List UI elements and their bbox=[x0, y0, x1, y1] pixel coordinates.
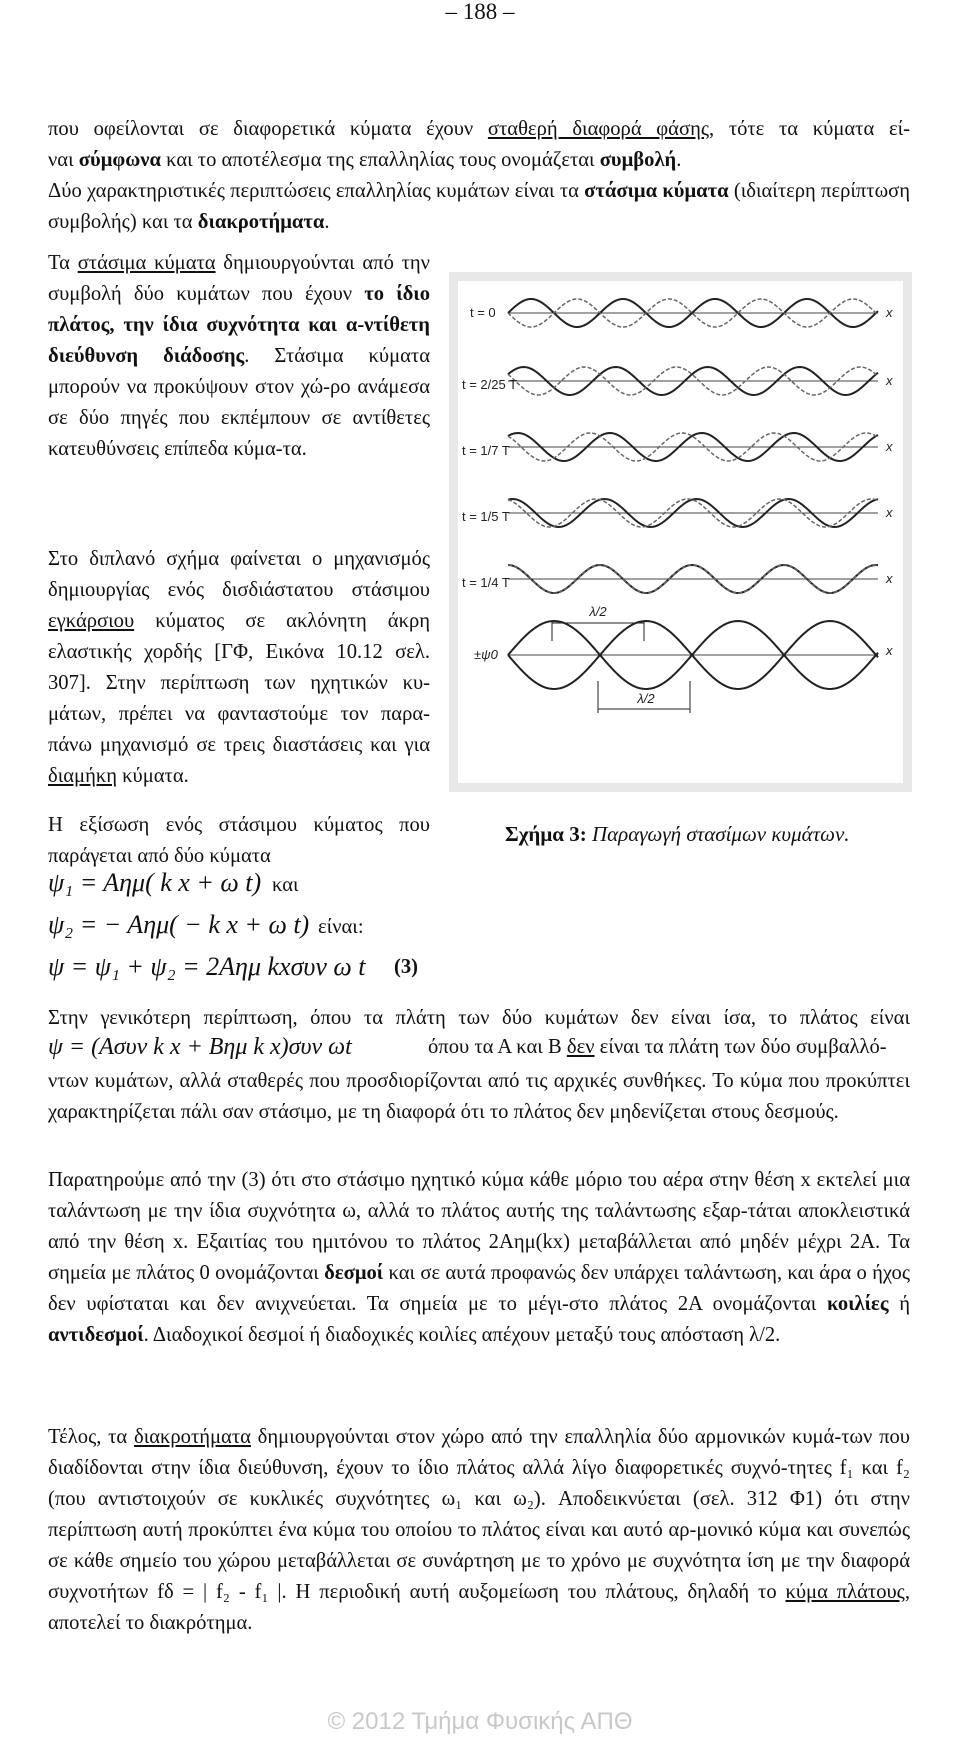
equation-1: ψ₁ = Αημ( k x + ω t) bbox=[48, 868, 262, 897]
general-case-line1: Στην γενικότερη περίπτωση, όπου τα πλάτη των δύο κυμάτων δεν είναι ίσα, το πλάτος είναι bbox=[48, 1007, 910, 1029]
standing-wave-diagram bbox=[458, 281, 903, 783]
half-wavelength-bottom: λ/2 bbox=[637, 691, 655, 706]
equation-2-tail: είναι: bbox=[318, 916, 364, 938]
equation-3-label: (3) bbox=[394, 956, 419, 978]
x-axis-label-2: x bbox=[886, 373, 893, 388]
standing-wave-figure bbox=[449, 272, 912, 792]
general-case-rest: ντων κυμάτων, αλλά σταθερές που προσδιορίζονται από τις αρχικές συνθήκες. Το κύμα που προκύπτει χαρακτηρίζεται πάλι σαν στάσιμο, με τη διαφορά ότι το πλάτος δεν μηδενίζεται στους δεσμούς. bbox=[48, 1070, 910, 1123]
x-axis-label-4: x bbox=[886, 505, 893, 520]
label-t-2-25: t = 2/25 T bbox=[462, 377, 518, 392]
x-axis-label-1: x bbox=[886, 305, 893, 320]
general-case-tail: όπου τα Α και Β δεν είναι τα πλάτη των δύο συμβαλλό- bbox=[428, 1036, 887, 1058]
equation-1-tail: και bbox=[272, 874, 299, 896]
label-t-1-5: t = 1/5 T bbox=[462, 509, 510, 524]
observation-paragraph: Παρατηρούμε από την (3) ότι στο στάσιμο ηχητικό κύμα κάθε μόριο του αέρα στην θέση x εκτελεί μια ταλάντωση με την ίδια συχνότητα ω, αλλά το πλάτος αυτής της ταλάντωσης εξαρ-τάται αποκλειστικά από την θέση x. Εξαιτίας του ημιτόνου το πλάτος 2Αημ(kx) μεταβάλλεται από μηδέν μέχρι 2Α. Τα σημεία με πλάτος 0 ονομάζονται δεσμοί και σε αυτά προφανώς δεν υπάρχει ταλάντωση, και άρα ο ήχος δεν υφίσταται και δεν ανιχνεύεται. Τα σημεία με το μέγι-στο πλάτος 2Α ονομάζονται κοιλίες ή αντιδεσμοί. Διαδοχικοί δεσμοί ή διαδοχικές κοιλίες απέχουν μεταξύ τους απόσταση λ/2. bbox=[48, 1169, 910, 1346]
figure-caption bbox=[505, 822, 850, 847]
equation-intro: Η εξίσωση ενός στάσιμου κύματος που παράγεται από δύο κύματα bbox=[48, 814, 430, 867]
general-case-line2 bbox=[48, 1030, 910, 1065]
general-formula: ψ = (Ασυν k x + Βημ k x)συν ωt bbox=[48, 1034, 352, 1060]
label-t-1-7: t = 1/7 T bbox=[462, 443, 510, 458]
caption-text: Παραγωγή στασίμων κυμάτων. bbox=[591, 822, 850, 846]
beats-paragraph: Τέλος, τα διακροτήματα δημιουργούνται στον χώρο από την επαλληλία δύο αρμονικών κυμά-των που διαδίδονται στην ίδια διεύθυνση, έχουν το ίδιο πλάτος αλλά λίγο διαφορετικές συχνό-τητες f₁ και f₂ (που αντιστοιχούν σε κυκλικές συχνότητες ω₁ και ω₂). Αποδεικνύεται (σελ. 312 Φ1) ότι στην περίπτωση αυτή προκύπτει ένα κύμα του οποίου το πλάτος είναι και αυτό αρ-μονικό κύμα και συνεπώς σε κάθε σημείο του χώρου μεταβάλλεται σε συνάρτηση με το χρόνο με συχνότητα ίση με την διαφορά συχνοτήτων fδ = | f₂ - f₁ |. Η περιοδική αυτή αυξομείωση του πλάτους, δηλαδή το κύμα πλάτους, αποτελεί το διακρότημα. bbox=[48, 1426, 910, 1634]
intro-paragraph: που οφείλονται σε διαφορετικά κύματα έχουν σταθερή διαφορά φάσης, τότε τα κύματα εί- bbox=[48, 118, 910, 140]
half-wavelength-top: λ/2 bbox=[589, 604, 607, 619]
label-t0: t = 0 bbox=[470, 305, 496, 320]
equation-3: ψ = ψ₁ + ψ₂ = 2Αημ kxσυν ω t bbox=[48, 952, 366, 981]
mechanism-paragraph: Στο διπλανό σχήμα φαίνεται ο μηχανισμός δημιουργίας ενός δισδιάστατου στάσιμου εγκάρσιου κύματος σε ακλόνητη άκρη ελαστικής χορδής [ΓΦ, Εικόνα 10.12 σελ. 307]. Στην περίπτωση των ηχητικών κυ-μάτων, πρέπει να φανταστούμε τον παρα-πάνω μηχανισμό σε τρεις διαστάσεις και για διαμήκη κύματα. bbox=[48, 548, 430, 787]
equation-2: ψ₂ = − Αημ( − k x + ω t) bbox=[48, 910, 310, 939]
x-axis-label-5: x bbox=[886, 571, 893, 586]
copyright-footer: © 2012 Τμήμα Φυσικής ΑΠΘ bbox=[327, 1708, 633, 1735]
page-number: – 188 – bbox=[445, 0, 515, 24]
label-t-1-4: t = 1/4 T bbox=[462, 575, 510, 590]
caption-label: Σχήμα 3: bbox=[505, 822, 587, 846]
x-axis-label-6: x bbox=[886, 643, 893, 658]
cases-paragraph: Δύο χαρακτηριστικές περιπτώσεις επαλληλίας κυμάτων είναι τα στάσιμα κύματα (ιδιαίτερη περίπτωση συμβολής) και τα διακροτήματα. bbox=[48, 180, 911, 233]
standing-waves-paragraph: Τα στάσιμα κύματα δημιουργούνται από την συμβολή δύο κυμάτων που έχουν το ίδιο πλάτος, την ίδια συχνότητα και α-ντίθετη διεύθυνση διάδοσης. Στάσιμα κύματα μπορούν να προκύψουν στον χώ-ρο ανάμεσα σε δύο πηγές που εκπέμπουν σε αντίθετες κατευθύνσεις επίπεδα κύμα-τα. bbox=[48, 252, 430, 460]
intro-paragraph-line2: ναι σύμφωνα και το αποτέλεσμα της επαλληλίας τους ονομάζεται συμβολή. bbox=[48, 149, 682, 171]
label-psi0: ±ψ0 bbox=[474, 647, 498, 662]
x-axis-label-3: x bbox=[886, 439, 893, 454]
